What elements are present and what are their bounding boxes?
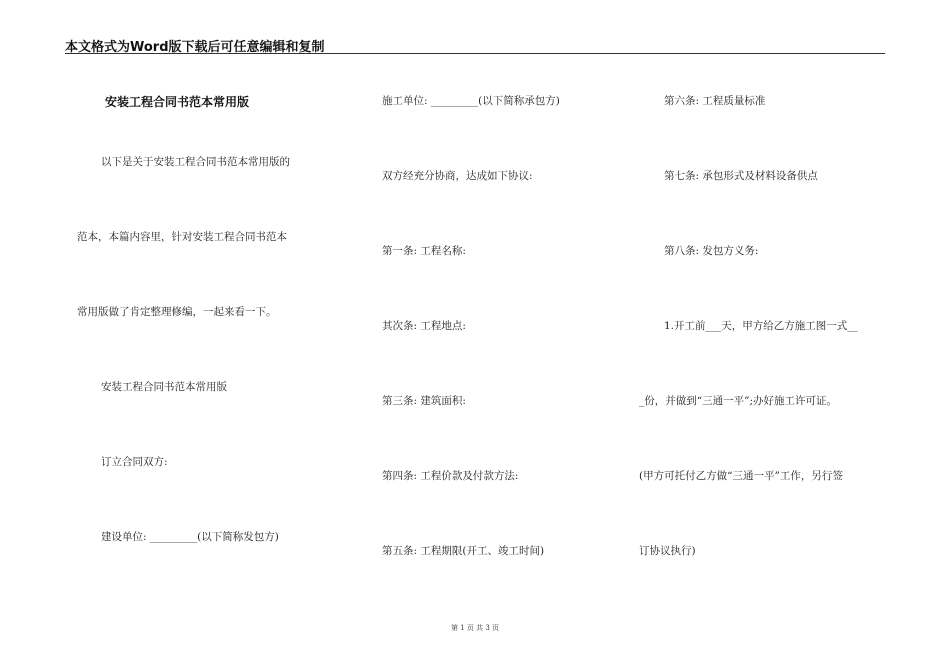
clause-line: 其次条: 工程地点: xyxy=(382,320,466,332)
document-title: 安装工程合同书范本常用版 xyxy=(105,95,250,109)
section-heading: 安装工程合同书范本常用版 xyxy=(101,381,227,393)
paragraph-line: 以下是关于安装工程合同书范本常用版的 xyxy=(101,156,290,168)
paragraph-line: _份，并做到“三通一平”;办好施工许可证。 xyxy=(639,395,838,407)
paragraph-line: 常用版做了肯定整理修编，一起来看一下。 xyxy=(77,306,277,318)
clause-line: 第八条: 发包方义务: xyxy=(664,245,759,257)
clause-line: 第六条: 工程质量标准 xyxy=(664,95,766,107)
paragraph-line: 订立合同双方: xyxy=(101,456,168,468)
paragraph-line: 1.开工前___天，甲方给乙方施工图一式__ xyxy=(664,320,858,332)
clause-line: 第四条: 工程价款及付款方法: xyxy=(382,470,519,482)
paragraph-line: 双方经充分协商，达成如下协议: xyxy=(382,170,533,182)
page-number: 第 1 页 共 3 页 xyxy=(450,624,500,632)
clause-line: 第三条: 建筑面积: xyxy=(382,395,466,407)
clause-line: 第一条: 工程名称: xyxy=(382,245,466,257)
paragraph-line: 建设单位: _________(以下简称发包方) xyxy=(101,531,279,543)
paragraph-line: 施工单位: _________(以下简称承包方) xyxy=(382,95,560,107)
paragraph-line: (甲方可托付乙方做“三通一平”工作，另行签 xyxy=(639,470,843,482)
clause-line: 第五条: 工程期限(开工、竣工时间) xyxy=(382,545,545,557)
document-header: 本文格式为Word版下载后可任意编辑和复制 xyxy=(65,36,885,54)
paragraph-line: 订协议执行) xyxy=(639,545,696,557)
clause-line: 第七条: 承包形式及材料设备供点 xyxy=(664,170,818,182)
paragraph-line: 范本，本篇内容里，针对安装工程合同书范本 xyxy=(77,231,287,243)
